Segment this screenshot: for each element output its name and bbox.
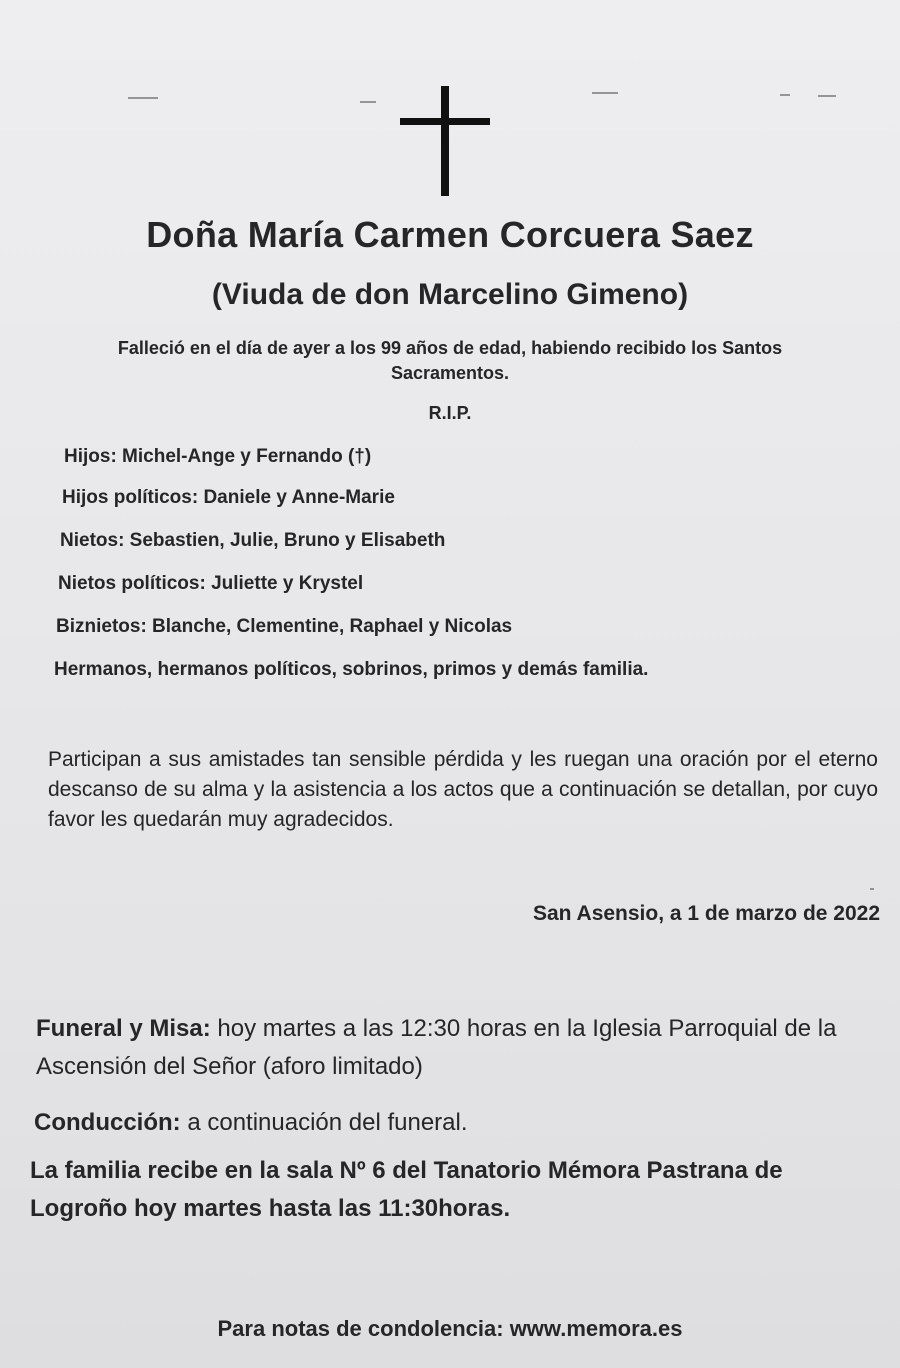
conduction-info [34, 1104, 890, 1142]
family-grandchildren: Nietos: Sebastien, Julie, Bruno y Elisabeth [60, 530, 446, 551]
condolences-note: Para notas de condolencia: www.memora.es [217, 1316, 683, 1341]
death-announcement [80, 336, 820, 386]
funeral-label: Funeral y Misa: [36, 1015, 211, 1042]
family-children: Hijos: Michel-Ange y Fernando (†) [64, 446, 372, 467]
family-children-in-law: Hijos políticos: Daniele y Anne-Marie [62, 487, 395, 508]
funeral-text: hoy martes a las 12:30 horas en la Iglesia Parroquial de la Ascensión del Señor (aforo limitado) [36, 1015, 837, 1080]
cross-icon [400, 86, 490, 196]
death-line-2: Sacramentos. [390, 363, 510, 383]
funeral-mass-info [36, 1010, 892, 1086]
death-line-1: Falleció en el día de ayer a los 99 años de edad, habiendo recibido los Santos [117, 338, 783, 358]
conduction-label: Conducción: [34, 1109, 181, 1136]
family-great-grandchildren: Biznietos: Blanche, Clementine, Raphael y Nicolas [56, 616, 513, 637]
family-other-relatives: Hermanos, hermanos políticos, sobrinos, primos y demás familia. [54, 659, 649, 680]
deceased-name: Doña María Carmen Corcuera Saez [146, 214, 754, 255]
family-receives-info: La familia recibe en la sala Nº 6 del Tanatorio Mémora Pastrana de Logroño hoy martes hasta las 11:30horas. [30, 1157, 783, 1222]
rip-text: R.I.P. [428, 403, 472, 423]
widow-of-line: (Viuda de don Marcelino Gimeno) [211, 278, 689, 311]
acknowledgement-message: Participan a sus amistades tan sensible pérdida y les ruegan una oración por el eterno descanso de su alma y la asistencia a los actos que a continuación se detallan, por cuyo favor les quedarán muy agradecidos. [48, 748, 878, 831]
place-and-date: San Asensio, a 1 de marzo de 2022 [532, 902, 880, 925]
conduction-text: a continuación del funeral. [180, 1109, 468, 1136]
family-grandchildren-in-law: Nietos políticos: Juliette y Krystel [58, 573, 364, 594]
